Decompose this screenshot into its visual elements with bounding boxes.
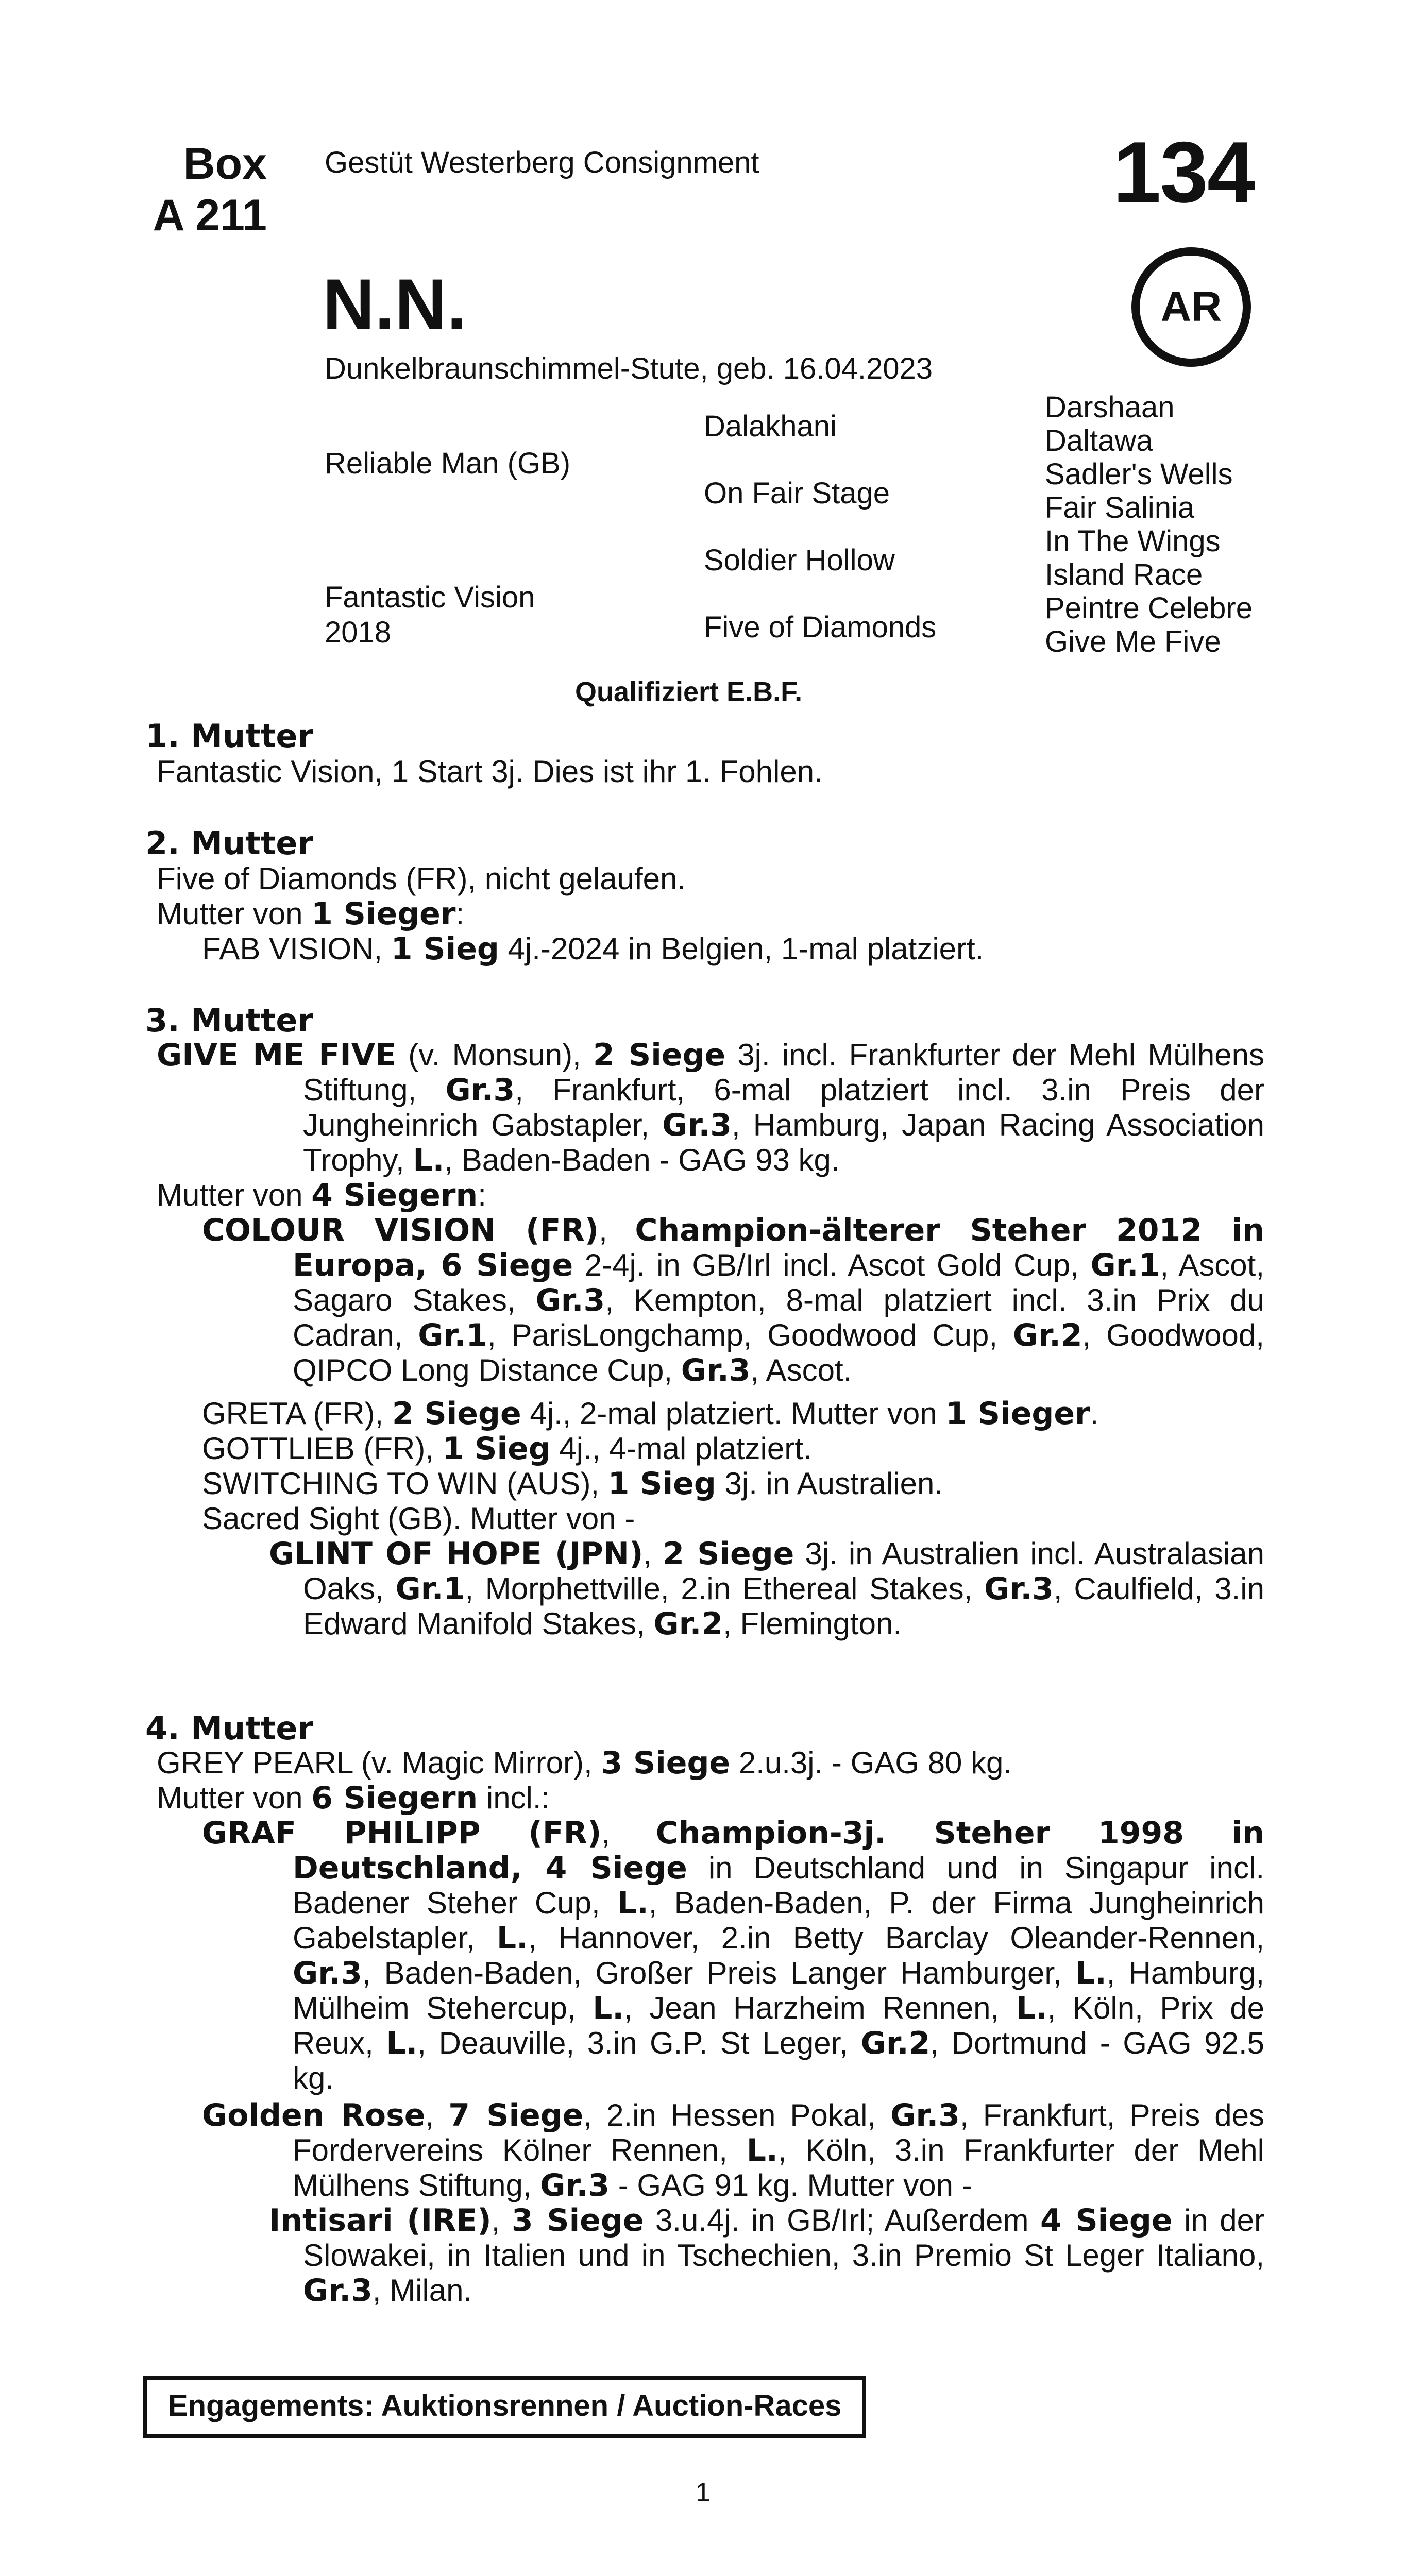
section-heading-3: 3. Mutter — [145, 1002, 314, 1039]
wins-count: 1 Sieg — [391, 931, 499, 967]
m3-dam-block — [157, 1038, 1264, 1178]
text-run: , Frankfurt, Preis des Fordervereins Kölner Rennen, — [293, 2098, 1265, 2167]
text-run: FAB VISION, — [202, 931, 391, 966]
text-run: - GAG 91 kg. Mutter von - — [610, 2168, 972, 2202]
grade: Gr.3 — [445, 1072, 515, 1108]
pedigree-great-grandparents — [1045, 391, 1253, 658]
wins-count: 1 Sieger — [311, 896, 456, 932]
text-run: : — [478, 1178, 486, 1212]
grade: Gr.3 — [890, 2097, 960, 2133]
grade: L. — [386, 2025, 418, 2061]
text-run: , Baden-Baden, P. der Firma Jungheinrich Gabelstapler, — [293, 1886, 1264, 1955]
text-run: , — [425, 2098, 449, 2132]
box-label-group — [124, 138, 267, 241]
grade: Gr.3 — [293, 1955, 362, 1991]
m4-progeny-golden-rose — [202, 2098, 1264, 2203]
pedigree-gg-5: In The Wings — [1045, 524, 1221, 558]
pedigree-gg-6: Island Race — [1045, 558, 1203, 591]
text-run: , Kempton, 8-mal platziert incl. 3.in Prix du Cadran, — [293, 1283, 1264, 1352]
text-run: , Ascot. — [750, 1353, 852, 1387]
grade: L. — [496, 1920, 528, 1956]
qualification: Qualifiziert E.B.F. — [575, 676, 803, 707]
pedigree-gg-1: Darshaan — [1045, 391, 1175, 424]
grade: Gr.2 — [1012, 1317, 1082, 1353]
text-run: . — [1090, 1396, 1099, 1431]
text-run: 2.u.3j. - GAG 80 kg. — [730, 1745, 1012, 1780]
text-run: , Ascot, Sagaro Stakes, — [293, 1248, 1264, 1317]
text-run: GOTTLIEB (FR), — [202, 1431, 443, 1466]
grade: Gr.3 — [540, 2167, 610, 2204]
text-run: : — [455, 896, 465, 931]
m4-graf-block — [202, 1816, 1264, 2096]
pedigree-grandsire-2: Soldier Hollow — [704, 544, 895, 577]
text-run: Mutter von — [157, 1178, 312, 1212]
horse-name: N.N. — [323, 264, 467, 345]
ar-badge — [1131, 247, 1251, 367]
wins-count: 2 Siege — [392, 1396, 521, 1432]
grade: L. — [593, 1990, 624, 2026]
grade: Gr.3 — [984, 1571, 1054, 1607]
horse-name-run: Intisari (IRE) — [269, 2202, 492, 2239]
champion-title: Champion-älterer Steher 2012 in Europa, 6 Siege — [293, 1212, 1265, 1283]
text-run: SWITCHING TO WIN (AUS), — [202, 1466, 608, 1501]
grade: L. — [413, 1142, 445, 1178]
consignor: Gestüt Westerberg Consignment — [325, 146, 759, 179]
section-heading-1: 1. Mutter — [145, 717, 314, 755]
wins-count: 3 Siege — [601, 1745, 731, 1781]
grade: Gr.3 — [662, 1107, 732, 1143]
m4-mutter-von — [157, 1781, 550, 1816]
m3-progeny-switching — [202, 1466, 943, 1501]
m3-dam-give-me-five — [157, 1038, 1264, 1178]
pedigree-gg-3: Sadler's Wells — [1045, 457, 1233, 491]
text-run: , Hannover, 2.in Betty Barclay Oleander-Rennen, — [528, 1921, 1264, 1955]
pedigree-granddam-2: Five of Diamonds — [704, 611, 937, 644]
m3-grandprogeny-glint — [269, 1536, 1264, 1641]
grade: L. — [746, 2132, 778, 2168]
wins-count: 2 Siege — [663, 1536, 794, 1572]
text-run: 3.u.4j. in GB/Irl; Außerdem — [644, 2203, 1040, 2238]
horse-name-run: GIVE ME FIVE — [157, 1037, 397, 1073]
text-run: , Dortmund - GAG 92.5 kg. — [293, 2026, 1264, 2095]
m2-progeny-fab-vision — [202, 931, 984, 967]
text-run: , Hamburg, Japan Racing Association Trophy, — [303, 1108, 1264, 1177]
m3-progeny-sacred-sight: Sacred Sight (GB). Mutter von - — [202, 1501, 635, 1536]
text-run: (v. Monsun), — [396, 1038, 593, 1072]
text-run: 4j.-2024 in Belgien, 1-mal platziert. — [499, 931, 984, 966]
text-run: incl.: — [478, 1781, 550, 1815]
m1-text: Fantastic Vision, 1 Start 3j. Dies ist ihr 1. Fohlen. — [157, 754, 823, 789]
pedigree-gg-8: Give Me Five — [1045, 625, 1221, 658]
text-run: , Baden-Baden, Großer Preis Langer Hamburger, — [362, 1956, 1075, 1990]
text-run: in Deutschland und in Singapur incl. Badener Steher Cup, — [293, 1851, 1264, 1920]
m3-colour-block — [202, 1213, 1264, 1388]
m2-line1: Five of Diamonds (FR), nicht gelaufen. — [157, 861, 686, 896]
text-run: , Köln, 3.in Frankfurter der Mehl Mülhens Stiftung, — [293, 2133, 1264, 2202]
text-run: , Hamburg, Mülheim Stehercup, — [293, 1956, 1265, 2025]
grade: Gr.2 — [653, 1606, 723, 1642]
pedigree-gg-4: Fair Salinia — [1045, 491, 1195, 524]
section-heading-4: 4. Mutter — [145, 1709, 314, 1747]
horse-description: Dunkelbraunschimmel-Stute, geb. 16.04.2023 — [325, 352, 933, 385]
text-run: , Morphettville, 2.in Ethereal Stakes, — [465, 1571, 985, 1606]
pedigree-dam: Fantastic Vision — [325, 581, 535, 614]
pedigree-dam-year: 2018 — [325, 616, 392, 649]
wins-count: 1 Sieg — [607, 1466, 716, 1502]
wins-count: 4 Siegern — [311, 1177, 478, 1213]
lot-number: 134 — [1113, 124, 1255, 221]
pedigree-sire: Reliable Man (GB) — [325, 447, 571, 480]
text-run: , Jean Harzheim Rennen, — [624, 1991, 1016, 2025]
text-run: , Goodwood, QIPCO Long Distance Cup, — [293, 1318, 1264, 1387]
text-run: Mutter von — [157, 1781, 312, 1815]
wins-count: 3 Siege — [511, 2202, 644, 2239]
engagements-box — [143, 2376, 866, 2438]
grade: Gr.1 — [418, 1317, 488, 1353]
grade: Gr.3 — [535, 1282, 605, 1318]
text-run: , Deauville, 3.in G.P. St Leger, — [417, 2026, 861, 2060]
text-run: 3j. incl. Frankfurter der Mehl Mülhens Stiftung, — [303, 1038, 1264, 1107]
wins-count: 1 Sieger — [945, 1396, 1090, 1432]
ar-badge-text: AR — [1160, 283, 1222, 330]
pedigree-gg-7: Peintre Celebre — [1045, 591, 1253, 625]
section-heading-2: 2. Mutter — [145, 824, 314, 862]
grade: Gr.1 — [1090, 1247, 1160, 1283]
wins-count: 7 Siege — [448, 2097, 584, 2133]
text-run: , ParisLongchamp, Goodwood Cup, — [487, 1318, 1013, 1352]
m3-mutter-von — [157, 1178, 486, 1213]
box-label: Box — [183, 139, 267, 189]
grade: L. — [1016, 1990, 1047, 2026]
m4-grandprogeny-intisari — [269, 2203, 1264, 2308]
text-run: , — [599, 1213, 635, 1247]
text-run: , Caulfield, 3.in Edward Manifold Stakes, — [303, 1571, 1264, 1641]
m4-progeny-graf-philipp — [202, 1816, 1264, 2096]
wins-count: 6 Siegern — [311, 1780, 478, 1816]
pedigree-grandsire-1: Dalakhani — [704, 410, 837, 443]
grade: Gr.1 — [395, 1571, 465, 1607]
m3-progeny-gottlieb — [202, 1431, 812, 1466]
grade: Gr.2 — [860, 2025, 931, 2061]
text-run: Mutter von — [157, 896, 312, 931]
text-run: 2-4j. in GB/Irl incl. Ascot Gold Cup, — [573, 1248, 1091, 1282]
grade: Gr.3 — [681, 1352, 751, 1388]
text-run: 3j. in Australien incl. Australasian Oaks, — [303, 1536, 1264, 1606]
wins-count: 2 Siege — [593, 1037, 726, 1073]
m2-line2 — [157, 896, 464, 931]
engagements-text: Engagements: Auktionsrennen / Auction-Races — [168, 2389, 842, 2422]
horse-name-run: Golden Rose — [202, 2097, 426, 2133]
wins-count: 4 Siege — [1040, 2202, 1173, 2239]
text-run: , Milan. — [372, 2273, 472, 2308]
text-run: , Frankfurt, 6-mal platziert incl. 3.in Preis der Jungheinrich Gabstapler, — [303, 1073, 1264, 1142]
page-number: 1 — [696, 2478, 711, 2507]
text-run: GRETA (FR), — [202, 1396, 392, 1431]
m4-intisari-block — [269, 2203, 1264, 2308]
horse-name-run: GLINT OF HOPE (JPN) — [269, 1536, 644, 1572]
grade: L. — [1075, 1955, 1107, 1991]
box-number: A 211 — [153, 191, 267, 240]
m3-progeny-colour-vision — [202, 1213, 1264, 1388]
text-run: 4j., 2-mal platziert. Mutter von — [521, 1396, 946, 1431]
text-run: , — [643, 1536, 663, 1571]
text-run: , Flemington. — [723, 1606, 902, 1641]
m4-golden-block — [202, 2098, 1264, 2203]
champion-title: Champion-3j. Steher 1998 in Deutschland, 4 Siege — [293, 1815, 1264, 1886]
grade: Gr.3 — [303, 2273, 373, 2309]
pedigree-gg-2: Daltawa — [1045, 424, 1153, 457]
grade: L. — [617, 1885, 649, 1921]
text-run: 3j. in Australien. — [716, 1466, 943, 1501]
text-run: , Baden-Baden - GAG 93 kg. — [444, 1143, 840, 1177]
horse-name-run: GRAF PHILIPP (FR) — [202, 1815, 602, 1851]
m3-progeny-greta — [202, 1396, 1098, 1431]
text-run: GREY PEARL (v. Magic Mirror), — [157, 1745, 601, 1780]
text-run: , — [491, 2203, 512, 2238]
m3-glint-block — [269, 1536, 1264, 1641]
text-run: , 2.in Hessen Pokal, — [583, 2098, 891, 2132]
text-run: in der Slowakei, in Italien und in Tschechien, 3.in Premio St Leger Italiano, — [303, 2203, 1265, 2273]
text-run: 4j., 4-mal platziert. — [550, 1431, 812, 1466]
m4-dam-grey-pearl — [157, 1745, 1012, 1781]
text-run: , Köln, Prix de Reux, — [293, 1991, 1264, 2060]
text-run: , — [601, 1816, 656, 1850]
horse-name-run: COLOUR VISION (FR) — [202, 1212, 599, 1248]
wins-count: 1 Sieg — [442, 1431, 551, 1467]
pedigree-granddam-1: On Fair Stage — [704, 477, 890, 510]
